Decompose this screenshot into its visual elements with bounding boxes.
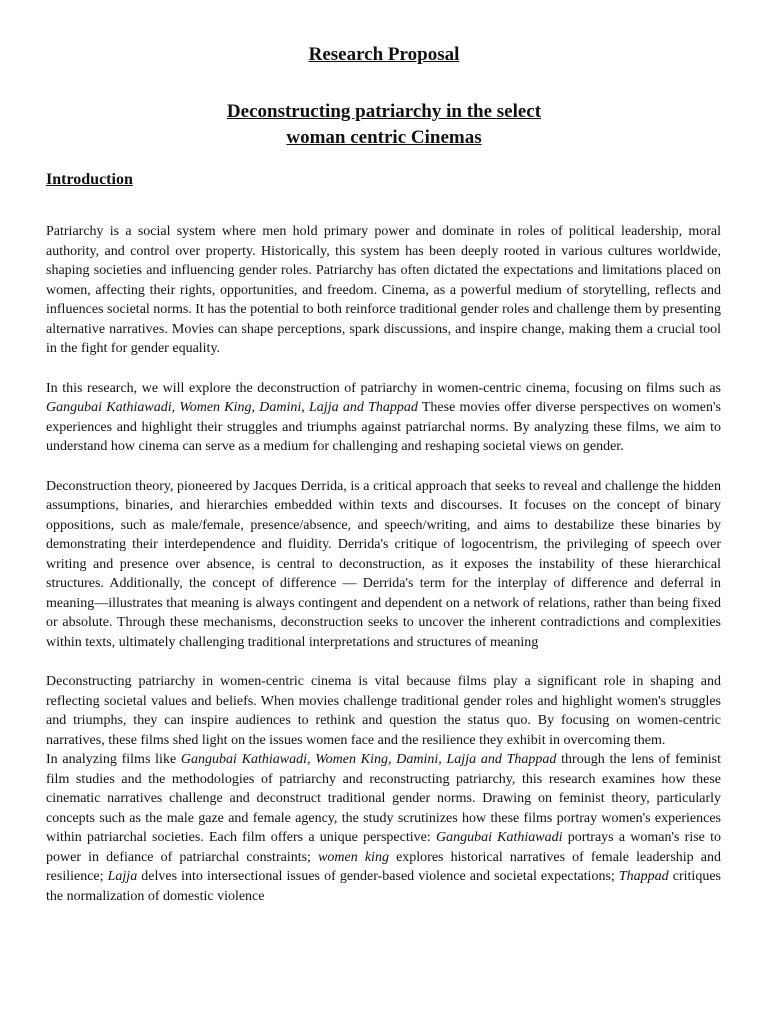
paragraph-2-text-a: In this research, we will explore the deconstruction of patriarchy in women-centric cinema, focusing on films such as bbox=[46, 380, 721, 396]
document-subtitle bbox=[0, 99, 768, 151]
paragraph-1: Patriarchy is a social system where men hold primary power and dominate in roles of political leadership, moral authority, and control over property. Historically, this system has been deeply rooted in various cultures worldwide, shaping societies and influencing gender roles. Patriarchy has often dictated the expectations and limitations placed on women, affecting their rights, opportunities, and freedom. Cinema, as a powerful medium of storytelling, reflects and influences societal norms. It has the potential to both reinforce traditional gender roles and challenge them by presenting alternative narratives. Movies can shape perceptions, spark discussions, and inspire change, making them a crucial tool in the fight for gender equality. bbox=[46, 224, 721, 356]
subtitle-line-1: Deconstructing patriarchy in the select bbox=[226, 101, 542, 122]
paragraph-5-gangubai: Gangubai Kathiawadi bbox=[435, 830, 563, 845]
paragraph-5-text-c: portrays a woman's rise to power in defiance of patriarchal constraints; bbox=[46, 830, 721, 865]
document-title: Research Proposal bbox=[308, 44, 460, 65]
paragraph-4: Deconstructing patriarchy in women-centric cinema is vital because films play a significant role in shaping and reflecting societal values and beliefs. When movies challenge traditional gender roles and highlight women's struggles and triumphs, they can inspire audiences to rethink and question the status quo. By focusing on women-centric narratives, these films shed light on the issues women face and the resilience they exhibit in overcoming them. bbox=[46, 674, 721, 748]
paragraph-3: Deconstruction theory, pioneered by Jacques Derrida, is a critical approach that seeks to reveal and challenge the hidden assumptions, binaries, and hierarchies embedded within texts and discourses. It focuses on the concept of binary oppositions, such as male/female, presence/absence, and speech/writing, and aims to destabilize these binaries by demonstrating their interdependence and fluidity. Derrida's critique of logocentrism, the privileging of speech over writing and presence over absence, is central to deconstruction, as it exposes the instability of these hierarchical structures. Additionally, the concept of difference — Derrida's term for the interplay of difference and deferral in meaning—illustrates that meaning is always contingent and dependent on a network of relations, rather than being fixed or absolute. Through these mechanisms, deconstruction seeks to uncover the inherent contradictions and complexities within texts, ultimately challenging traditional interpretations and structures of meaning bbox=[46, 478, 721, 650]
paragraph-5 bbox=[46, 750, 721, 906]
paragraph-5-text-e: delves into intersectional issues of gender-based violence and societal expectations; bbox=[137, 869, 619, 884]
paragraph-5-text-a: In analyzing films like bbox=[46, 752, 181, 767]
paragraph-5-film-titles: Gangubai Kathiawadi, Women King, Damini, Lajja and Thappad bbox=[180, 752, 557, 767]
paragraph-2 bbox=[46, 379, 721, 457]
subtitle-line-2: woman centric Cinemas bbox=[286, 127, 482, 148]
paragraph-5-thappad: Thappad bbox=[618, 869, 669, 884]
paragraph-2-film-titles: Gangubai Kathiawadi, Women King, Damini, Lajja and Thappad bbox=[46, 400, 418, 415]
section-heading-introduction: Introduction bbox=[46, 171, 133, 188]
document-body bbox=[46, 222, 721, 926]
paragraph-5-text-f: critiques the normalization of domestic violence bbox=[46, 869, 721, 904]
paragraph-2-text-b: These movies offer diverse perspectives on women's experiences and highlight their struggles and triumphs against patriarchal norms. By analyzing these films, we aim to understand how cinema can serve as a medium for challenging and reshaping societal views on gender. bbox=[46, 400, 721, 454]
paragraph-5-women-king: women king bbox=[318, 849, 389, 865]
paragraph-5-text-d: explores historical narratives of female leadership and resilience; bbox=[46, 849, 721, 884]
paragraph-5-text-b: through the lens of feminist film studies and the methodologies of patriarchy and reconstructing patriarchy, this research examines how these cinematic narratives challenge and deconstruct traditional gender norms. Drawing on feminist theory, particularly concepts such as the male gaze and female agency, the study scrutinizes how these films portray women's experiences within patriarchal societies. Each film offers a unique perspective: bbox=[46, 752, 721, 845]
paragraph-5-lajja: Lajja bbox=[107, 869, 138, 884]
